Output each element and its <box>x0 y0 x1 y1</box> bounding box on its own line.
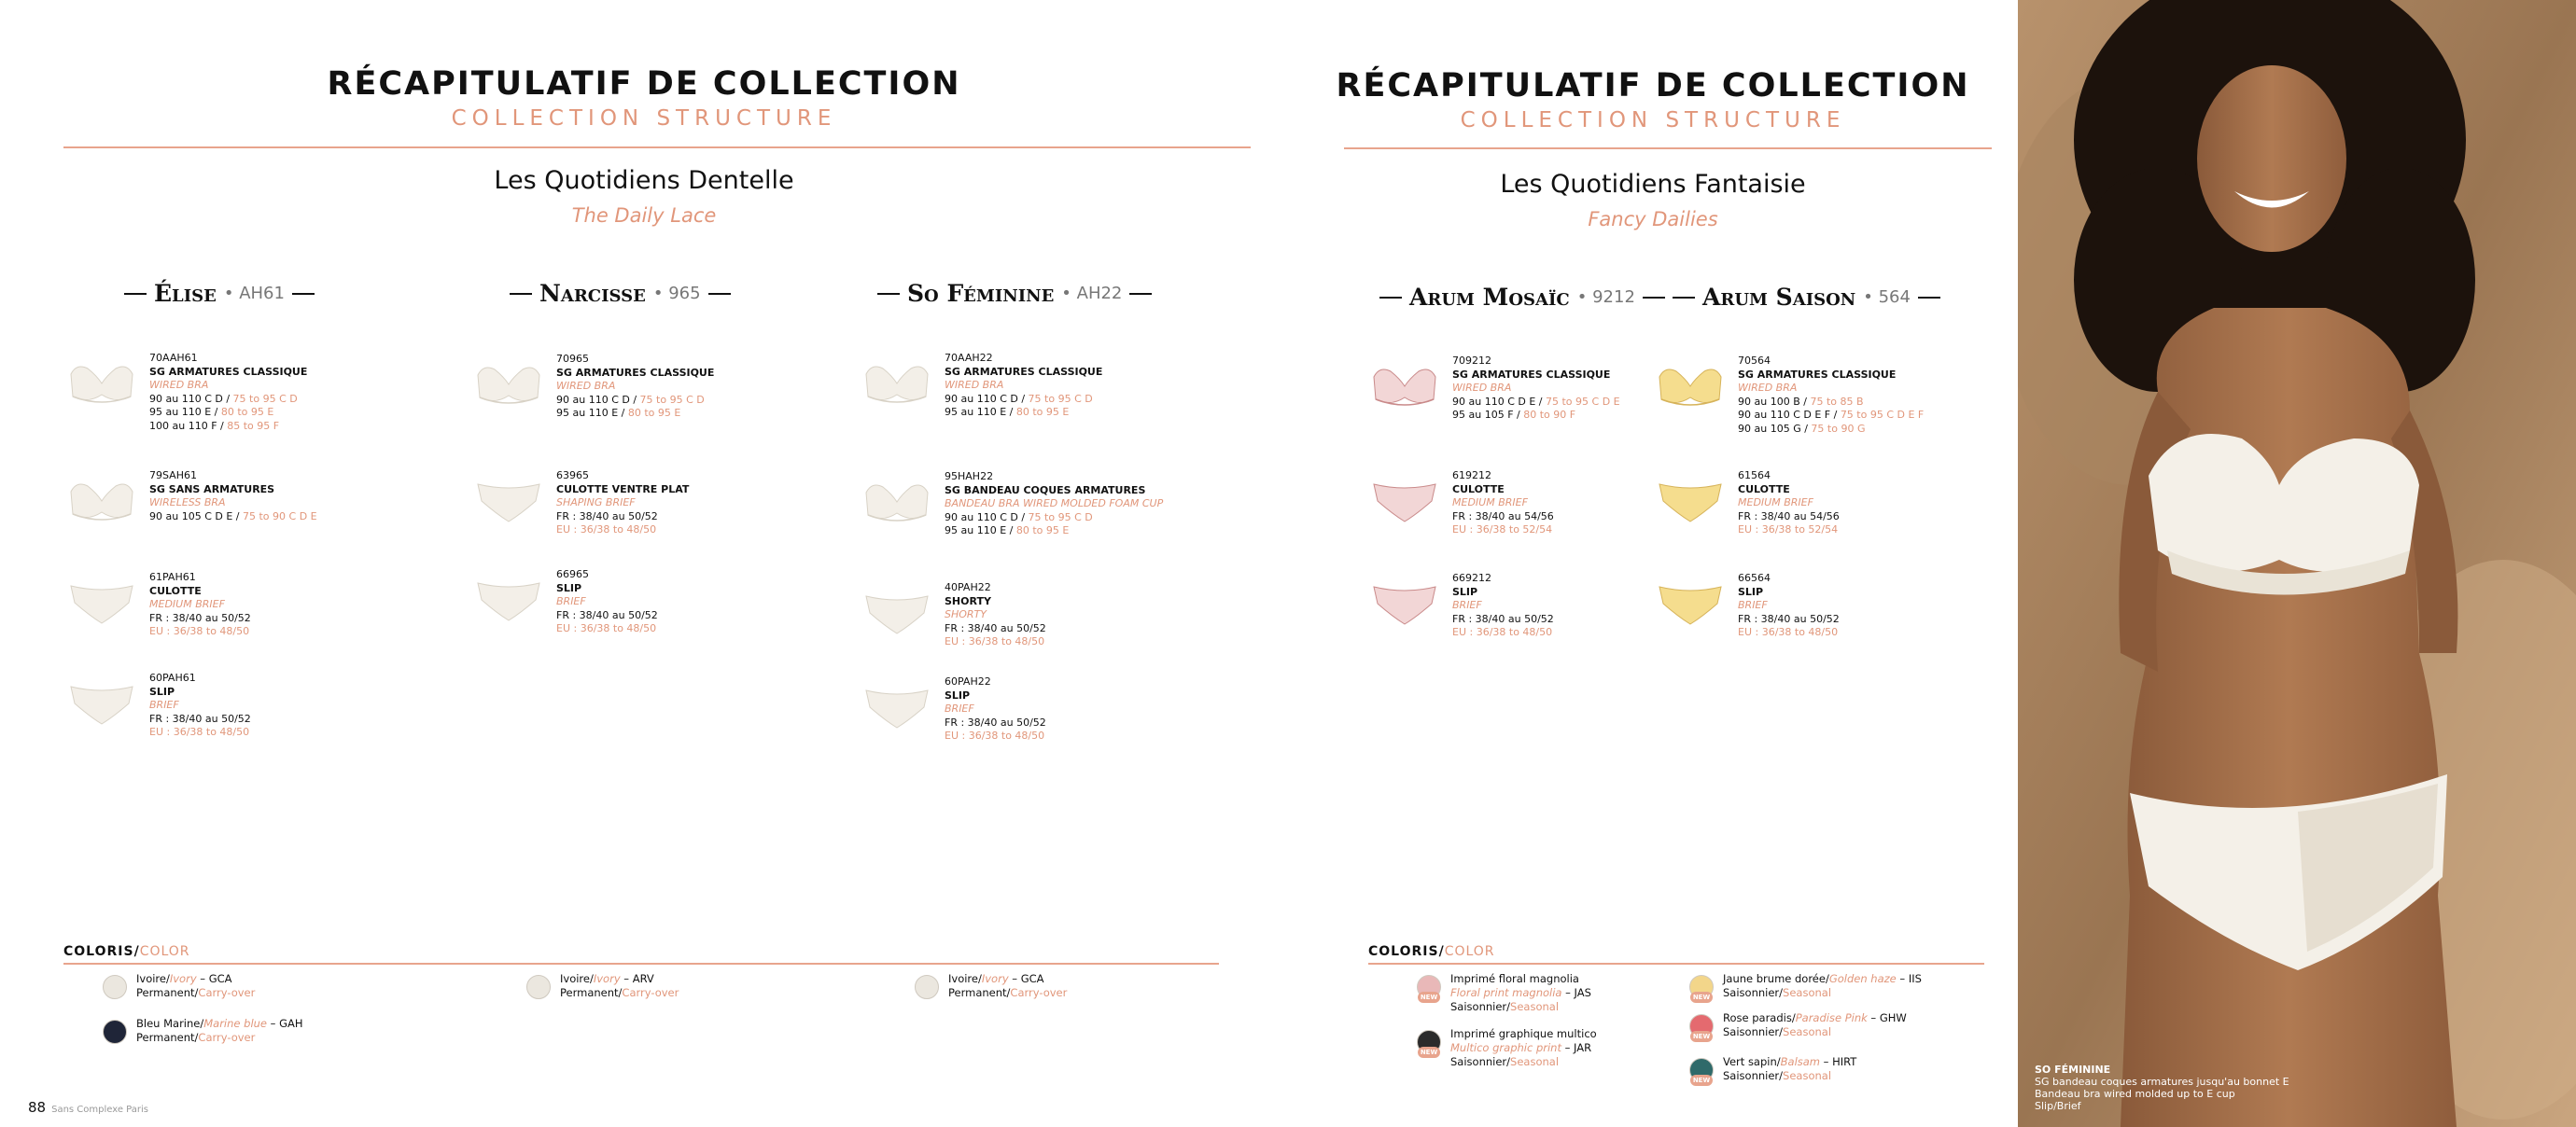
product-label: SLIP <box>1452 585 1478 598</box>
page-subtitle: COLLECTION STRUCTURE <box>1460 108 1846 132</box>
color-swatch <box>103 1020 127 1044</box>
size-line: FR : 38/40 au 54/56 <box>1452 509 1554 522</box>
size-line: 90 au 105 C D E / 75 to 90 C D E <box>149 509 317 522</box>
color-swatch <box>915 975 939 999</box>
color-entry: Imprimé graphique multico Multico graphic print – JAR Saisonnier/Seasonal <box>1450 1027 1597 1068</box>
size-line: 90 au 110 C D / 75 to 95 C D <box>149 392 298 405</box>
color-entry: Ivoire/Ivory – ARV Permanent/Carry-over <box>560 972 679 999</box>
photo-caption: SO FÉMININE SG bandeau coques armatures jusqu'au bonnet E Bandeau bra wired molded up to E cup Slip/Brief <box>2035 1064 2289 1112</box>
product-label: SLIP <box>149 685 175 698</box>
product-label: CULOTTE <box>1738 482 1790 495</box>
page-title: RÉCAPITULATIF DE COLLECTION <box>327 65 961 103</box>
size-line: 95 au 110 E / 80 to 95 E <box>945 524 1070 536</box>
product-label: SG BANDEAU COQUES ARMATURES <box>945 483 1146 496</box>
product-code: 709212 <box>1452 355 1491 367</box>
size-line: 90 au 110 C D E / 75 to 95 C D E <box>1452 395 1620 408</box>
product-code: 61564 <box>1738 469 1771 481</box>
header-rule <box>1344 147 1992 149</box>
size-line: FR : 38/40 au 50/52 <box>556 509 658 522</box>
size-line: 90 au 110 C D / 75 to 95 C D <box>945 392 1093 405</box>
new-badge: NEW <box>1418 992 1440 1003</box>
product-code: 70965 <box>556 353 589 365</box>
product-label: SLIP <box>945 689 971 702</box>
color-swatch <box>526 975 551 999</box>
new-badge: NEW <box>1690 1075 1713 1086</box>
bra-thumbnail <box>1656 358 1725 410</box>
brief-thumbnail <box>67 575 136 627</box>
coloris-label: COLORIS/COLOR <box>63 944 190 959</box>
size-line: FR : 38/40 au 50/52 <box>149 712 251 725</box>
product-label-en: WIRED BRA <box>1452 382 1512 394</box>
size-line: EU : 36/38 to 52/54 <box>1738 523 1839 536</box>
size-line: EU : 36/38 to 48/50 <box>149 726 250 738</box>
size-line: 95 au 105 F / 80 to 90 F <box>1452 409 1576 421</box>
product-label-en: SHAPING BRIEF <box>556 496 636 508</box>
product-label: SG ARMATURES CLASSIQUE <box>556 366 715 379</box>
size-line: EU : 36/38 to 48/50 <box>1452 626 1553 638</box>
size-line: 90 au 100 B / 75 to 85 B <box>1738 395 1864 408</box>
product-code: 619212 <box>1452 469 1491 481</box>
product-label: SG ARMATURES CLASSIQUE <box>945 365 1103 378</box>
page-title: RÉCAPITULATIF DE COLLECTION <box>1336 67 1970 104</box>
bra-thumbnail <box>862 355 931 408</box>
bra-thumbnail <box>67 355 136 408</box>
size-line: FR : 38/40 au 50/52 <box>1738 612 1840 625</box>
model-photo-illustration <box>2018 0 2576 1127</box>
brief-thumbnail <box>474 572 543 624</box>
product-label-en: WIRED BRA <box>149 379 209 391</box>
model-photo <box>2018 0 2576 1127</box>
coloris-rule <box>63 963 1219 965</box>
size-line: FR : 38/40 au 50/52 <box>556 608 658 621</box>
product-label-en: MEDIUM BRIEF <box>1452 496 1528 508</box>
brief-thumbnail <box>1370 576 1439 628</box>
brief-thumbnail <box>1370 473 1439 525</box>
bra-thumbnail <box>1370 358 1439 410</box>
size-line: FR : 38/40 au 50/52 <box>1452 612 1554 625</box>
size-line: FR : 38/40 au 50/52 <box>945 716 1046 729</box>
coloris-label: COLORIS/COLOR <box>1368 944 1495 959</box>
color-entry: Jaune brume dorée/Golden haze – IIS Saisonnier/Seasonal <box>1723 972 1922 999</box>
product-label-en: MEDIUM BRIEF <box>149 598 225 610</box>
size-line: EU : 36/38 to 48/50 <box>945 635 1045 647</box>
size-line: 90 au 110 C D / 75 to 95 C D <box>945 510 1093 523</box>
product-label-en: WIRED BRA <box>556 380 616 392</box>
header-rule <box>63 146 1251 148</box>
brief-thumbnail <box>862 679 931 731</box>
product-code: 66564 <box>1738 572 1771 584</box>
product-label-en: BRIEF <box>149 699 179 711</box>
product-label-en: BRIEF <box>1738 599 1768 611</box>
product-label: SG SANS ARMATURES <box>149 482 275 495</box>
product-label-en: WIRED BRA <box>945 379 1004 391</box>
size-line: EU : 36/38 to 48/50 <box>149 625 250 637</box>
product-label: SLIP <box>556 581 582 594</box>
product-code: 63965 <box>556 469 589 481</box>
brief-thumbnail <box>862 585 931 637</box>
color-entry: Ivoire/Ivory – GCA Permanent/Carry-over <box>136 972 256 999</box>
color-swatch <box>103 975 127 999</box>
size-line: 90 au 110 C D E F / 75 to 95 C D E F <box>1738 409 1925 421</box>
column-header-narcisse: Narcisse • 965 <box>510 280 731 307</box>
size-line: 95 au 110 E / 80 to 95 E <box>945 406 1070 418</box>
size-line: FR : 38/40 au 50/52 <box>149 611 251 624</box>
size-line: 100 au 110 F / 85 to 95 F <box>149 419 280 432</box>
column-header-arum-mosaic: Arum Mosaïc • 9212 <box>1379 284 1665 311</box>
product-label: CULOTTE <box>1452 482 1505 495</box>
column-header-so-feminine: So Féminine • AH22 <box>877 280 1152 307</box>
product-code: 95HAH22 <box>945 470 994 482</box>
section-subtitle: Fancy Dailies <box>1588 208 1718 230</box>
product-label: SLIP <box>1738 585 1764 598</box>
new-badge: NEW <box>1690 1031 1713 1042</box>
page-folio: 88 Sans Complexe Paris <box>28 1099 148 1116</box>
product-label-en: BRIEF <box>1452 599 1482 611</box>
product-label: CULOTTE <box>149 584 202 597</box>
size-line: FR : 38/40 au 54/56 <box>1738 509 1840 522</box>
product-label-en: BANDEAU BRA WIRED MOLDED FOAM CUP <box>945 497 1164 509</box>
brief-thumbnail <box>67 675 136 728</box>
coloris-rule <box>1368 963 1984 965</box>
product-label-en: MEDIUM BRIEF <box>1738 496 1813 508</box>
column-header-elise: Élise • AH61 <box>124 280 315 307</box>
product-code: 70AAH61 <box>149 352 198 364</box>
product-label-en: SHORTY <box>945 608 987 620</box>
product-label-en: BRIEF <box>945 703 974 715</box>
size-line: EU : 36/38 to 48/50 <box>556 523 657 536</box>
new-badge: NEW <box>1690 992 1713 1003</box>
product-code: 60PAH61 <box>149 672 196 684</box>
product-label: CULOTTE VENTRE PLAT <box>556 482 690 495</box>
size-line: EU : 36/38 to 48/50 <box>945 730 1045 742</box>
product-label: SG ARMATURES CLASSIQUE <box>1452 368 1611 381</box>
color-entry: Ivoire/Ivory – GCA Permanent/Carry-over <box>948 972 1068 999</box>
color-entry: Bleu Marine/Marine blue – GAH Permanent/Carry-over <box>136 1017 303 1044</box>
column-header-arum-saison: Arum Saison • 564 <box>1673 284 1940 311</box>
product-code: 70AAH22 <box>945 352 993 364</box>
product-code: 61PAH61 <box>149 571 196 583</box>
product-code: 60PAH22 <box>945 675 991 688</box>
size-line: 90 au 105 G / 75 to 90 G <box>1738 422 1866 435</box>
product-code: 70564 <box>1738 355 1771 367</box>
right-page <box>1288 0 2018 1127</box>
color-entry: Rose paradis/Paradise Pink – GHW Saisonnier/Seasonal <box>1723 1011 1907 1038</box>
product-code: 669212 <box>1452 572 1491 584</box>
product-label-en: WIRED BRA <box>1738 382 1798 394</box>
product-label-en: BRIEF <box>556 595 586 607</box>
bra-thumbnail <box>67 473 136 525</box>
section-title: Les Quotidiens Fantaisie <box>1500 170 1806 199</box>
size-line: FR : 38/40 au 50/52 <box>945 621 1046 634</box>
product-code: 66965 <box>556 568 589 580</box>
product-label: SG ARMATURES CLASSIQUE <box>1738 368 1897 381</box>
color-entry: Imprimé floral magnolia Floral print magnolia – JAS Saisonnier/Seasonal <box>1450 972 1591 1013</box>
product-label: SG ARMATURES CLASSIQUE <box>149 365 308 378</box>
size-line: EU : 36/38 to 48/50 <box>556 622 657 634</box>
size-line: 90 au 110 C D / 75 to 95 C D <box>556 393 705 406</box>
product-code: 40PAH22 <box>945 581 991 593</box>
color-entry: Vert sapin/Balsam – HIRT Saisonnier/Seasonal <box>1723 1055 1857 1082</box>
brief-thumbnail <box>1656 576 1725 628</box>
size-line: EU : 36/38 to 52/54 <box>1452 523 1553 536</box>
page-subtitle: COLLECTION STRUCTURE <box>451 106 837 131</box>
product-label: SHORTY <box>945 594 991 607</box>
size-line: 95 au 110 E / 80 to 95 E <box>556 407 681 419</box>
brief-thumbnail <box>474 473 543 525</box>
bra-thumbnail <box>474 356 543 409</box>
bra-thumbnail <box>862 474 931 526</box>
section-title: Les Quotidiens Dentelle <box>494 166 794 195</box>
size-line: EU : 36/38 to 48/50 <box>1738 626 1839 638</box>
section-subtitle: The Daily Lace <box>571 204 717 227</box>
new-badge: NEW <box>1418 1047 1440 1058</box>
size-line: 95 au 110 E / 80 to 95 E <box>149 406 274 418</box>
brief-thumbnail <box>1656 473 1725 525</box>
product-label-en: WIRELESS BRA <box>149 496 226 508</box>
product-code: 79SAH61 <box>149 469 197 481</box>
